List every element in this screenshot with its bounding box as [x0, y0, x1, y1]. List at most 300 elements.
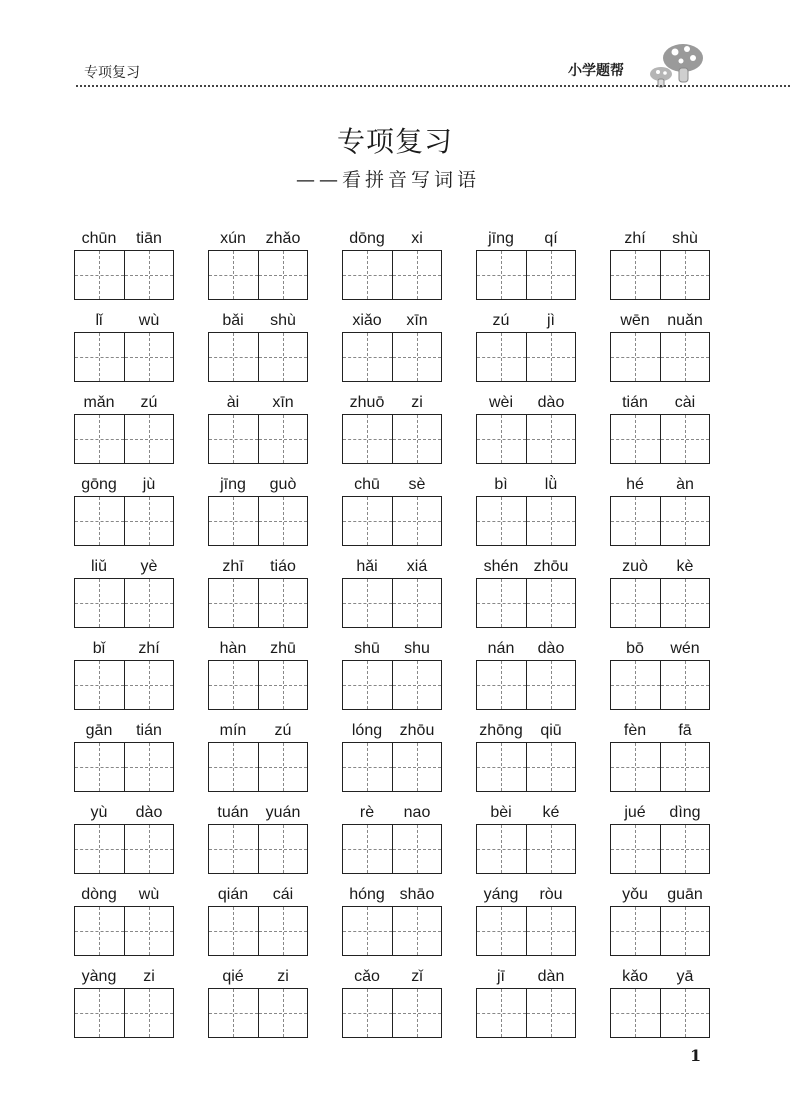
pinyin-syllable: yàng [81, 968, 117, 985]
pinyin-syllable: shu [404, 640, 430, 657]
word-item [476, 392, 576, 466]
writing-cell[interactable] [258, 907, 307, 955]
writing-cell[interactable] [209, 907, 258, 955]
exercise-row [74, 474, 714, 556]
pinyin-syllable: bǐ [92, 640, 106, 657]
writing-cell[interactable] [343, 743, 392, 791]
pinyin-syllable: bō [626, 640, 644, 657]
writing-cell[interactable] [124, 251, 173, 299]
writing-cell[interactable] [343, 497, 392, 545]
writing-boxes [476, 906, 576, 956]
pinyin-syllable: jué [624, 804, 646, 821]
pinyin-syllable: shù [270, 312, 296, 329]
writing-cell[interactable] [392, 251, 441, 299]
pinyin-syllable: ròu [539, 886, 563, 903]
writing-boxes [476, 332, 576, 382]
writing-cell[interactable] [258, 661, 307, 709]
writing-boxes [610, 742, 710, 792]
writing-boxes [74, 496, 174, 546]
pinyin-syllable: wù [138, 312, 160, 329]
exercise-row [74, 228, 714, 310]
pinyin-syllable: qié [222, 968, 244, 985]
page-subtitle: ——看拼音写词语 [296, 169, 481, 191]
writing-cell[interactable] [124, 743, 173, 791]
writing-cell[interactable] [258, 825, 307, 873]
pinyin-syllable: gōng [81, 476, 117, 493]
word-item [476, 966, 576, 1040]
word-item [74, 884, 174, 958]
pinyin-syllable: xiǎo [352, 312, 382, 329]
word-item [610, 720, 710, 794]
word-item [610, 556, 710, 630]
writing-cell[interactable] [477, 907, 526, 955]
pinyin-syllable: bèi [490, 804, 512, 821]
writing-cell[interactable] [258, 743, 307, 791]
pinyin-syllable: yǒu [622, 886, 648, 903]
writing-boxes [610, 578, 710, 628]
writing-cell[interactable] [343, 333, 392, 381]
mushroom-logo-icon [645, 40, 707, 90]
page-number: 1 [690, 1046, 702, 1065]
pinyin-syllable: tiáo [270, 558, 296, 575]
writing-boxes [208, 988, 308, 1038]
pinyin-syllable: ké [542, 804, 560, 821]
pinyin-syllable: sè [408, 476, 426, 493]
writing-cell[interactable] [258, 333, 307, 381]
writing-boxes [342, 332, 442, 382]
pinyin-syllable: cǎo [354, 968, 380, 985]
writing-cell[interactable] [392, 743, 441, 791]
pinyin-syllable: qí [544, 230, 558, 247]
writing-cell[interactable] [75, 333, 124, 381]
writing-boxes [610, 496, 710, 546]
page-title: 专项复习 [336, 125, 453, 158]
writing-cell[interactable] [611, 579, 660, 627]
pinyin-syllable: tuán [217, 804, 249, 821]
writing-boxes [476, 496, 576, 546]
writing-cell[interactable] [343, 415, 392, 463]
pinyin-syllable: xiá [406, 558, 428, 575]
writing-cell[interactable] [477, 579, 526, 627]
pinyin-syllable: dào [537, 640, 565, 657]
pinyin-syllable: xīn [272, 394, 294, 411]
writing-cell[interactable] [209, 579, 258, 627]
writing-cell[interactable] [258, 989, 307, 1037]
pinyin-syllable: hǎi [356, 558, 378, 575]
writing-cell[interactable] [660, 579, 709, 627]
writing-cell[interactable] [660, 743, 709, 791]
writing-cell[interactable] [209, 497, 258, 545]
word-item [74, 310, 174, 384]
pinyin-syllable: cài [674, 394, 696, 411]
word-item [342, 720, 442, 794]
writing-cell[interactable] [258, 579, 307, 627]
pinyin-syllable: zú [274, 722, 292, 739]
writing-cell[interactable] [526, 825, 575, 873]
pinyin-syllable: dào [537, 394, 565, 411]
pinyin-syllable: hé [626, 476, 644, 493]
pinyin-syllable: kǎo [622, 968, 648, 985]
writing-cell[interactable] [660, 333, 709, 381]
writing-boxes [74, 660, 174, 710]
writing-boxes [342, 824, 442, 874]
writing-boxes [208, 414, 308, 464]
writing-cell[interactable] [477, 989, 526, 1037]
writing-cell[interactable] [477, 661, 526, 709]
word-item [342, 802, 442, 876]
writing-boxes [610, 988, 710, 1038]
writing-boxes [208, 496, 308, 546]
pinyin-syllable: wén [670, 640, 700, 657]
writing-boxes [476, 988, 576, 1038]
word-item [342, 556, 442, 630]
writing-cell[interactable] [611, 333, 660, 381]
word-item [208, 228, 308, 302]
header-section-title: 专项复习 [84, 65, 140, 81]
pinyin-syllable: zú [140, 394, 158, 411]
pinyin-syllable: nán [487, 640, 515, 657]
word-item [476, 802, 576, 876]
writing-cell[interactable] [660, 415, 709, 463]
writing-cell[interactable] [209, 989, 258, 1037]
writing-cell[interactable] [124, 579, 173, 627]
writing-cell[interactable] [611, 907, 660, 955]
writing-cell[interactable] [660, 989, 709, 1037]
word-item [208, 310, 308, 384]
writing-cell[interactable] [477, 251, 526, 299]
writing-cell[interactable] [75, 251, 124, 299]
pinyin-syllable: ài [226, 394, 240, 411]
word-item [610, 228, 710, 302]
word-item [342, 966, 442, 1040]
writing-cell[interactable] [75, 989, 124, 1037]
exercise-row [74, 720, 714, 802]
pinyin-syllable: guān [667, 886, 703, 903]
pinyin-syllable: chūn [81, 230, 117, 247]
writing-cell[interactable] [526, 989, 575, 1037]
writing-cell[interactable] [343, 989, 392, 1037]
writing-cell[interactable] [75, 579, 124, 627]
word-item [74, 802, 174, 876]
writing-boxes [476, 578, 576, 628]
writing-boxes [342, 742, 442, 792]
pinyin-syllable: mǎn [83, 394, 115, 411]
writing-cell[interactable] [258, 415, 307, 463]
writing-boxes [342, 496, 442, 546]
pinyin-syllable: shāo [399, 886, 435, 903]
writing-boxes [610, 824, 710, 874]
word-item [74, 556, 174, 630]
writing-cell[interactable] [75, 661, 124, 709]
pinyin-syllable: zú [492, 312, 510, 329]
word-item [476, 720, 576, 794]
writing-boxes [208, 660, 308, 710]
word-item [610, 392, 710, 466]
writing-cell[interactable] [392, 415, 441, 463]
writing-cell[interactable] [526, 415, 575, 463]
writing-boxes [476, 824, 576, 874]
writing-boxes [342, 660, 442, 710]
word-item [208, 638, 308, 712]
writing-cell[interactable] [209, 661, 258, 709]
pinyin-syllable: chū [354, 476, 380, 493]
writing-cell[interactable] [124, 907, 173, 955]
pinyin-syllable: shū [354, 640, 380, 657]
word-item [74, 228, 174, 302]
writing-cell[interactable] [660, 825, 709, 873]
word-item [342, 884, 442, 958]
word-item [476, 884, 576, 958]
pinyin-syllable: zhī [222, 558, 244, 575]
header-brand: 小学题帮 [568, 63, 624, 79]
writing-cell[interactable] [611, 415, 660, 463]
pinyin-syllable: lǜ [544, 476, 558, 493]
pinyin-syllable: yè [140, 558, 158, 575]
word-item [476, 474, 576, 548]
writing-cell[interactable] [124, 497, 173, 545]
writing-boxes [74, 332, 174, 382]
pinyin-syllable: lóng [351, 722, 383, 739]
writing-boxes [208, 742, 308, 792]
word-item [342, 474, 442, 548]
pinyin-syllable: xi [411, 230, 423, 247]
word-item [208, 392, 308, 466]
writing-cell[interactable] [209, 415, 258, 463]
pinyin-syllable: jīng [220, 476, 246, 493]
pinyin-syllable: zhōu [533, 558, 569, 575]
pinyin-syllable: yù [90, 804, 108, 821]
word-item [74, 720, 174, 794]
writing-cell[interactable] [124, 989, 173, 1037]
pinyin-syllable: lǐ [95, 312, 103, 329]
writing-cell[interactable] [477, 333, 526, 381]
writing-cell[interactable] [392, 907, 441, 955]
pinyin-syllable: qián [217, 886, 249, 903]
word-item [476, 638, 576, 712]
pinyin-syllable: bì [494, 476, 508, 493]
writing-cell[interactable] [343, 907, 392, 955]
pinyin-syllable: àn [676, 476, 694, 493]
word-item [342, 638, 442, 712]
writing-cell[interactable] [660, 661, 709, 709]
writing-cell[interactable] [392, 989, 441, 1037]
writing-cell[interactable] [611, 743, 660, 791]
writing-cell[interactable] [392, 661, 441, 709]
writing-cell[interactable] [209, 743, 258, 791]
writing-cell[interactable] [343, 825, 392, 873]
writing-boxes [74, 824, 174, 874]
pinyin-syllable: jì [547, 312, 555, 329]
writing-cell[interactable] [75, 415, 124, 463]
writing-cell[interactable] [392, 497, 441, 545]
pinyin-syllable: wù [138, 886, 160, 903]
writing-cell[interactable] [343, 579, 392, 627]
pinyin-syllable: dào [135, 804, 163, 821]
pinyin-syllable: bǎi [222, 312, 244, 329]
pinyin-syllable: zhū [270, 640, 296, 657]
word-item [208, 720, 308, 794]
exercise-row [74, 638, 714, 720]
writing-cell[interactable] [124, 333, 173, 381]
writing-cell[interactable] [124, 825, 173, 873]
writing-boxes [74, 906, 174, 956]
writing-cell[interactable] [477, 497, 526, 545]
pinyin-syllable: zi [143, 968, 155, 985]
word-item [342, 228, 442, 302]
word-item [610, 884, 710, 958]
writing-cell[interactable] [124, 415, 173, 463]
pinyin-syllable: zi [277, 968, 289, 985]
writing-cell[interactable] [75, 825, 124, 873]
pinyin-syllable: fā [678, 722, 692, 739]
writing-boxes [74, 414, 174, 464]
pinyin-syllable: dìng [669, 804, 701, 821]
pinyin-syllable: nuǎn [667, 312, 703, 329]
writing-cell[interactable] [477, 415, 526, 463]
pinyin-syllable: zhí [624, 230, 646, 247]
writing-cell[interactable] [258, 251, 307, 299]
writing-cell[interactable] [660, 251, 709, 299]
writing-cell[interactable] [209, 251, 258, 299]
pinyin-syllable: dōng [349, 230, 385, 247]
writing-cell[interactable] [526, 579, 575, 627]
pinyin-syllable: xīn [406, 312, 428, 329]
word-item [476, 556, 576, 630]
writing-cell[interactable] [75, 907, 124, 955]
word-item [74, 474, 174, 548]
pinyin-syllable: liǔ [90, 558, 107, 575]
writing-boxes [208, 250, 308, 300]
writing-cell[interactable] [258, 497, 307, 545]
pinyin-syllable: shù [672, 230, 698, 247]
pinyin-syllable: jīng [488, 230, 514, 247]
pinyin-syllable: zhōu [399, 722, 435, 739]
pinyin-syllable: gān [85, 722, 113, 739]
writing-boxes [610, 332, 710, 382]
header-divider [76, 85, 790, 87]
word-item [74, 638, 174, 712]
pinyin-syllable: wèi [488, 394, 513, 411]
pinyin-syllable: jī [497, 968, 505, 985]
writing-cell[interactable] [526, 743, 575, 791]
pinyin-syllable: jù [142, 476, 156, 493]
word-item [208, 474, 308, 548]
exercise-row [74, 802, 714, 884]
pinyin-syllable: fèn [623, 722, 647, 739]
pinyin-syllable: shén [483, 558, 519, 575]
writing-boxes [208, 332, 308, 382]
writing-cell[interactable] [611, 825, 660, 873]
word-item [74, 392, 174, 466]
word-item [342, 310, 442, 384]
pinyin-syllable: mín [219, 722, 247, 739]
word-item [610, 966, 710, 1040]
pinyin-syllable: dòng [81, 886, 117, 903]
writing-cell[interactable] [75, 743, 124, 791]
writing-cell[interactable] [611, 661, 660, 709]
writing-cell[interactable] [526, 497, 575, 545]
writing-boxes [74, 250, 174, 300]
writing-cell[interactable] [209, 825, 258, 873]
writing-cell[interactable] [477, 743, 526, 791]
exercise-row [74, 310, 714, 392]
writing-cell[interactable] [392, 333, 441, 381]
writing-cell[interactable] [209, 333, 258, 381]
writing-boxes [610, 250, 710, 300]
pinyin-syllable: rè [359, 804, 375, 821]
pinyin-syllable: kè [676, 558, 694, 575]
writing-boxes [208, 578, 308, 628]
writing-cell[interactable] [526, 907, 575, 955]
word-item [342, 392, 442, 466]
writing-cell[interactable] [660, 497, 709, 545]
pinyin-syllable: yā [676, 968, 694, 985]
writing-boxes [208, 906, 308, 956]
word-item [610, 802, 710, 876]
writing-cell[interactable] [611, 989, 660, 1037]
writing-cell[interactable] [526, 661, 575, 709]
pinyin-syllable: dàn [537, 968, 565, 985]
writing-boxes [610, 660, 710, 710]
word-item [208, 966, 308, 1040]
exercise-row [74, 884, 714, 966]
pinyin-syllable: yuán [265, 804, 301, 821]
writing-cell[interactable] [343, 251, 392, 299]
writing-cell[interactable] [611, 497, 660, 545]
word-item [208, 802, 308, 876]
writing-cell[interactable] [343, 661, 392, 709]
pinyin-syllable: zhōng [479, 722, 523, 739]
pinyin-syllable: tiān [136, 230, 162, 247]
word-item [610, 310, 710, 384]
pinyin-syllable: nao [403, 804, 431, 821]
writing-cell[interactable] [477, 825, 526, 873]
exercise-row [74, 392, 714, 474]
pinyin-syllable: cái [272, 886, 294, 903]
pinyin-syllable: zhǎo [265, 230, 301, 247]
word-item [74, 966, 174, 1040]
word-item [208, 556, 308, 630]
word-item [476, 228, 576, 302]
writing-cell[interactable] [392, 825, 441, 873]
pinyin-syllable: zuò [622, 558, 648, 575]
writing-boxes [208, 824, 308, 874]
word-item [476, 310, 576, 384]
writing-cell[interactable] [75, 497, 124, 545]
pinyin-syllable: zǐ [411, 968, 423, 985]
writing-boxes [476, 660, 576, 710]
writing-boxes [476, 250, 576, 300]
writing-boxes [342, 906, 442, 956]
writing-cell[interactable] [611, 251, 660, 299]
writing-cell[interactable] [392, 579, 441, 627]
exercise-row [74, 966, 714, 1048]
writing-boxes [342, 988, 442, 1038]
pinyin-syllable: hóng [349, 886, 385, 903]
word-item [208, 884, 308, 958]
writing-cell[interactable] [526, 333, 575, 381]
pinyin-syllable: guò [269, 476, 297, 493]
writing-cell[interactable] [124, 661, 173, 709]
pinyin-syllable: tián [622, 394, 648, 411]
pinyin-syllable: yáng [483, 886, 519, 903]
writing-cell[interactable] [526, 251, 575, 299]
writing-cell[interactable] [660, 907, 709, 955]
pinyin-syllable: tián [136, 722, 162, 739]
pinyin-syllable: zhuō [349, 394, 385, 411]
writing-boxes [610, 906, 710, 956]
writing-boxes [74, 988, 174, 1038]
